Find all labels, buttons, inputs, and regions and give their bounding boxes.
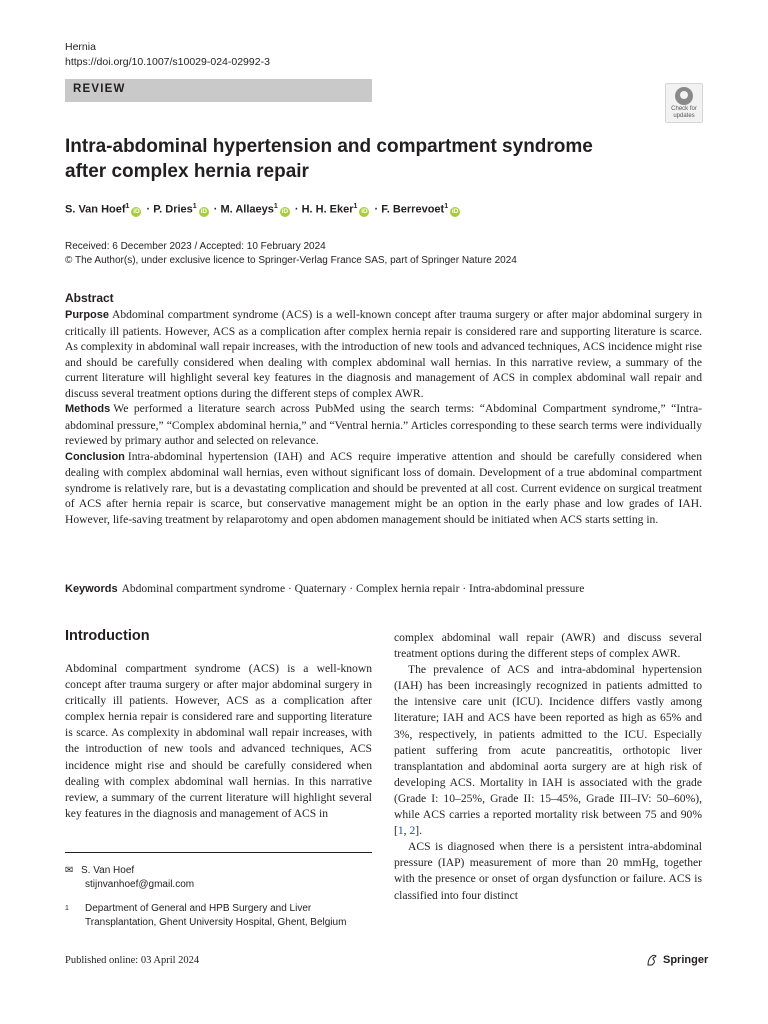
author-name[interactable]: M. Allaeys <box>220 203 274 216</box>
author-name[interactable]: P. Dries <box>153 203 193 216</box>
citation-separator: , <box>403 824 410 838</box>
affiliation-text: Department of General and HPB Surgery and Liver Transplantation, Ghent University Hospital, Ghent, Belgium <box>85 903 347 928</box>
affiliation-footnote <box>65 902 372 929</box>
author-name[interactable]: F. Berrevoet <box>381 203 445 216</box>
paragraph-text: The prevalence of ACS and intra-abdominal hypertension (IAH) has been increasingly recognized in patients admitted to the intensive care unit (ICU). Incidence differs vastly among literature; IAH and ACS have been reported as high as 65% and 3%, respectively, in patients admitted to the ICU. Especially patient suffering from acute pancreatitis, orthotopic liver transplantation and abdominal aorta surgery are at high risk of developing ACS. Mortality in IAH is associated with the grade (Grade I: 10–25%, Grade II: 15–45%, Grade III–IV: 50–60%), while ACS carries a reported mortality risk between 75 and 90% [ <box>394 663 702 838</box>
article-dates: Received: 6 December 2023 / Accepted: 10 February 2024 <box>65 241 326 252</box>
purpose-text: Abdominal compartment syndrome (ACS) is a well-known concept after trauma surgery or after major abdominal surgery in critically ill patients. However, ACS as a complication after complex hernia repair is considered rare and supporting literature is scarce. As complexity in abdominal wall repair increases, with the introduction of new tools and advanced techniques, ACS incidence might rise and should be carefully considered when dealing with complex abdominal wall hernias. In this narrative review, a summary of the current literature will highlight several key features in the diagnosis and management of ACS in complex abdominal wall repair and discuss several treatment options during the different steps of complex AWR. <box>65 308 702 400</box>
corr-author-email[interactable]: stijnvanhoef@gmail.com <box>85 878 195 890</box>
author-affil: 1 <box>192 203 197 210</box>
body-column-right <box>394 630 702 904</box>
footnote-divider <box>65 852 372 853</box>
article-title: Intra-abdominal hypertension and compartment syndrome after complex hernia repair <box>65 136 593 182</box>
conclusion-text: Intra-abdominal hypertension (IAH) and ACS require imperative attention and should be carefully considered when dealing with complex abdominal wall hernias, even without significant loss of domain. Development of a true abdominal compartment syndrome is relatively rare, but is a devastating complication and should be prevented at all cost. Current evidence on surgical treatment of ACS after hernia repair is scarce, but conservative management might be an option in the early phase and low grades of IAH. However, life-saving treatment by relaparotomy and open abdomen management should be initiated when ACS starts setting in. <box>65 449 702 526</box>
corr-author-name: S. Van Hoef <box>81 865 135 876</box>
intro-paragraph: complex abdominal wall repair (AWR) and discuss several treatment options during the different steps of complex AWR. <box>394 631 702 661</box>
check-for-updates-badge[interactable] <box>665 83 703 123</box>
intro-paragraph <box>394 662 702 839</box>
corresponding-author <box>65 864 194 891</box>
methods-label: Methods <box>65 403 111 415</box>
orcid-icon[interactable]: iD <box>451 207 459 215</box>
orcid-icon[interactable]: iD <box>133 207 140 215</box>
update-icon <box>675 87 693 105</box>
citation-link[interactable]: 2 <box>409 824 416 838</box>
author-affil: 1 <box>444 203 449 210</box>
citation-link[interactable]: 1 <box>397 824 404 838</box>
published-date: Published online: 03 April 2024 <box>65 955 200 966</box>
author-name[interactable]: S. Van Hoef <box>65 203 126 216</box>
journal-name: Hernia <box>65 41 96 53</box>
author-affil: 1 <box>273 203 278 210</box>
intro-paragraph: Abdominal compartment syndrome (ACS) is a well-known concept after trauma surgery or after major abdominal surgery in critically ill patients. However, ACS as a complication after complex hernia repair is considered rare and supporting literature is scarce. As complexity in abdominal wall repair increases, with the introduction of new tools and advanced techniques, ACS incidence might rise and should be carefully considered when dealing with complex abdominal wall hernias. In this narrative review, a summary of the current literature will highlight several key features in the diagnosis and management of ACS in <box>65 662 372 820</box>
author-name[interactable]: H. H. Eker <box>301 203 354 216</box>
orcid-icon[interactable]: iD <box>200 207 207 215</box>
keywords-label: Keywords <box>65 583 118 595</box>
abstract-conclusion <box>65 449 702 528</box>
section-label: REVIEW <box>73 83 126 95</box>
introduction-heading: Introduction <box>65 628 150 644</box>
abstract-body <box>65 307 702 527</box>
conclusion-label: Conclusion <box>65 450 125 463</box>
envelope-icon: ✉ <box>65 865 74 876</box>
copyright-notice: © The Author(s), under exclusive licence to Springer-Verlag France SAS, part of Springer Nature 2024 <box>65 255 517 266</box>
purpose-label: Purpose <box>65 309 110 321</box>
author-list: S. Van Hoef$^1$iD · P. Dries$^1$iD · M. Allaeys$^1$iD · H. H. Eker$^1$iD · F. Berrevoet$^1$iD <box>65 203 459 216</box>
doi-link[interactable]: https://doi.org/10.1007/s10029-024-02992-3 <box>65 56 270 68</box>
abstract-methods <box>65 401 702 449</box>
body-column-left <box>65 661 372 822</box>
publisher-logo <box>645 953 708 967</box>
keywords-text: Abdominal compartment syndrome · Quaternary · Complex hernia repair · Intra-abdominal pressure <box>121 583 585 595</box>
orcid-icon[interactable]: iD <box>281 207 289 215</box>
keywords <box>65 583 705 595</box>
orcid-icon[interactable]: iD <box>361 207 368 215</box>
abstract-heading: Abstract <box>65 291 114 305</box>
publisher-name: Springer <box>663 954 709 966</box>
abstract-purpose <box>65 307 702 401</box>
springer-horse-icon <box>645 953 659 967</box>
author-affil: 1 <box>125 203 130 210</box>
paragraph-text: ]. <box>415 824 423 838</box>
check-updates-text: Check for updates <box>671 106 697 119</box>
methods-text: We performed a literature search across PubMed using the search terms: “Abdominal Compartment syndrome,” “Intra-abdominal pressure,” “Complex abdominal hernia,” and “Ventral hernia.” Articles corresponding to these search terms were individually reviewed by primary author and selected on relevance. <box>65 402 702 447</box>
author-affil: 1 <box>353 203 358 210</box>
intro-paragraph: ACS is diagnosed when there is a persistent intra-abdominal pressure (IAP) measurement of more than 20 mmHg, together with the presence or onset of organ dysfunction or failure. ACS is classified into four distinct <box>394 840 702 902</box>
affiliation-number: 1 <box>65 905 69 912</box>
